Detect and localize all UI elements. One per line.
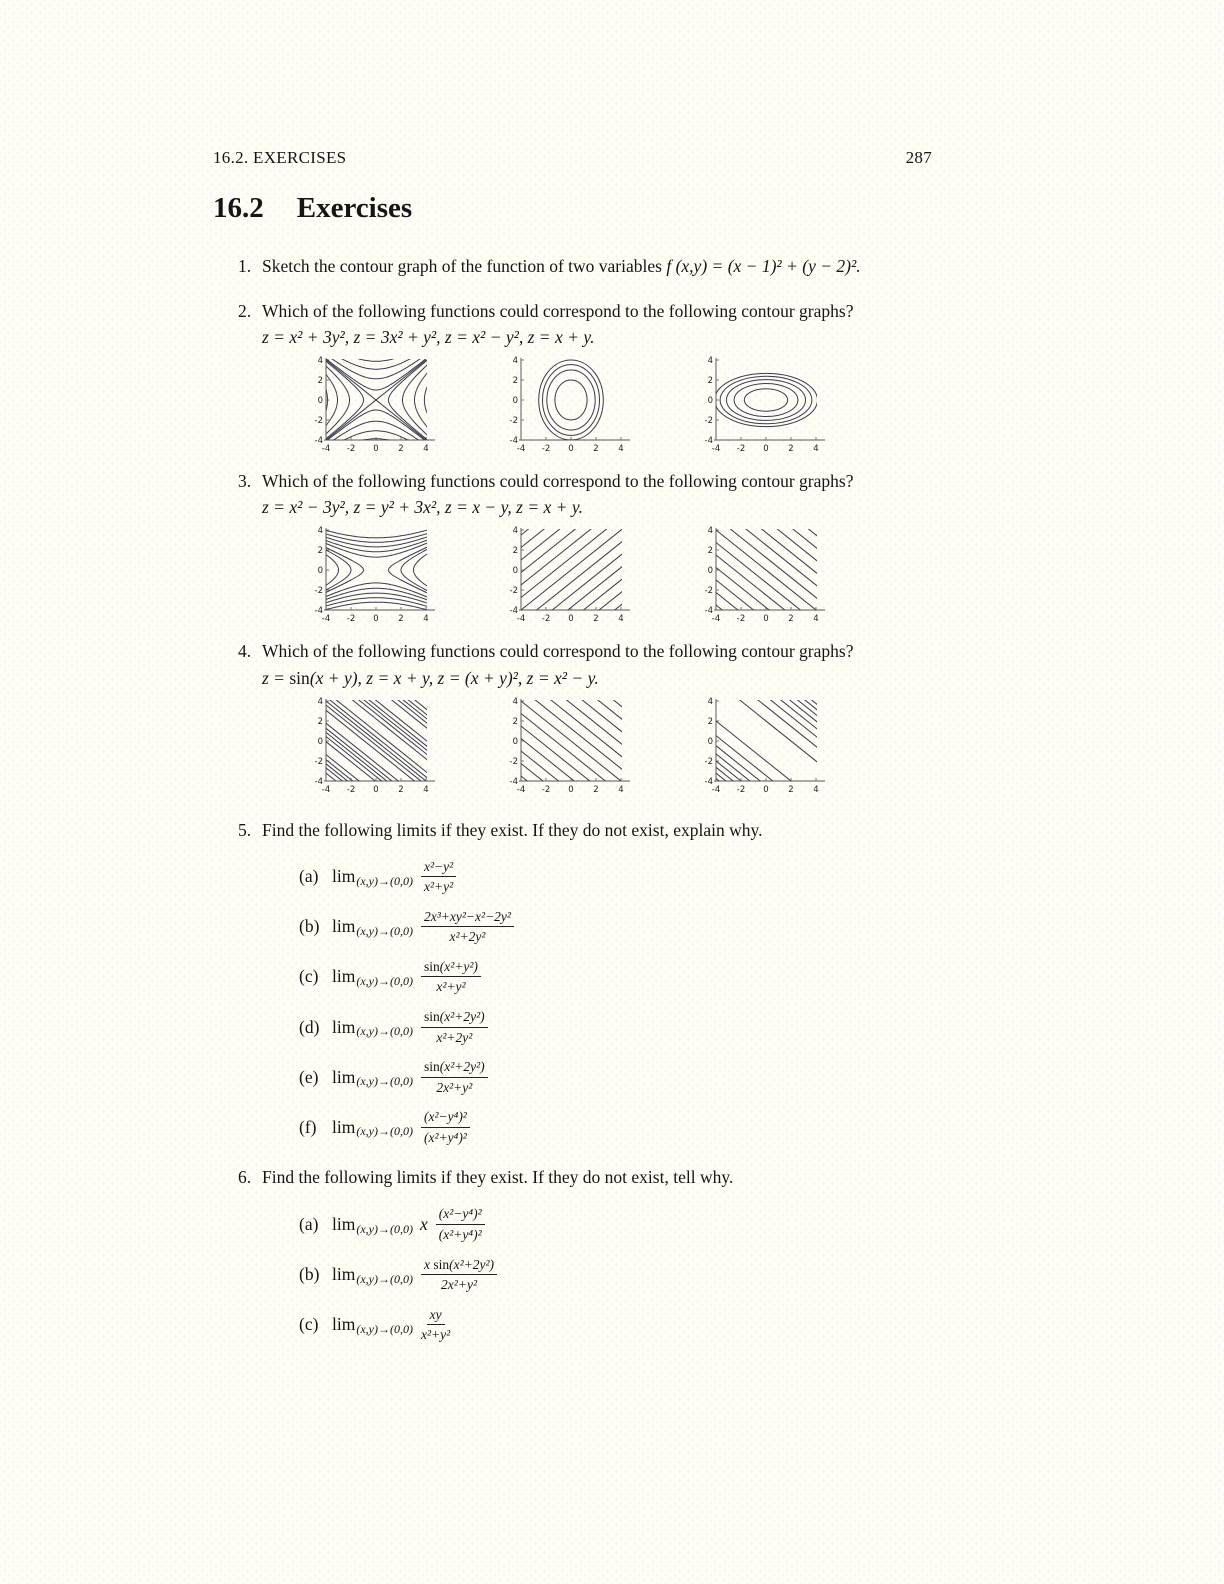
numerator: x sin(x²+2y²) (421, 1256, 497, 1276)
lim-operator: lim (332, 1066, 356, 1087)
limit-item-5c (299, 958, 932, 996)
svg-text:-2: -2 (314, 756, 323, 767)
svg-text:0: 0 (707, 566, 713, 577)
lim-subscript: (x,y)→(0,0) (356, 974, 413, 989)
svg-text:-4: -4 (509, 776, 518, 787)
svg-text:-4: -4 (711, 784, 721, 795)
svg-text:0: 0 (763, 784, 769, 795)
svg-text:-2: -2 (346, 614, 356, 625)
svg-text:-2: -2 (314, 586, 323, 597)
svg-text:-2: -2 (736, 444, 746, 455)
problem-4-text: Which of the following functions could correspond to the following contour graphs? (262, 641, 854, 662)
svg-text:-4: -4 (314, 776, 323, 787)
svg-text:2: 2 (398, 784, 404, 795)
lim-subscript: (x,y)→(0,0) (356, 1321, 413, 1336)
svg-text:4: 4 (423, 614, 429, 625)
lim-operator: lim (332, 1264, 356, 1284)
numerator: sin(x²+2y²) (421, 1058, 488, 1078)
svg-text:0: 0 (707, 396, 713, 407)
lim-operator: lim (332, 916, 356, 937)
lim-operator: lim (332, 1213, 356, 1234)
svg-text:-2: -2 (314, 416, 323, 427)
problem-3-text: Which of the following functions could correspond to the following contour graphs? (262, 471, 854, 492)
svg-text:-4: -4 (321, 784, 331, 795)
item-label: (b) (299, 1264, 320, 1284)
problem-4 (238, 640, 932, 800)
contour-plot-saddle-xy (303, 355, 455, 458)
denominator: 2x²+y² (441, 1277, 477, 1293)
svg-text:4: 4 (813, 784, 819, 795)
limit-item-6a (299, 1205, 932, 1243)
fraction (421, 1108, 470, 1146)
fraction (421, 1306, 450, 1344)
svg-text:-4: -4 (704, 606, 713, 617)
fraction (421, 958, 481, 996)
svg-text:-4: -4 (509, 606, 518, 617)
svg-text:2: 2 (593, 784, 599, 795)
fraction (421, 858, 456, 896)
page-content (213, 148, 932, 1344)
svg-text:2: 2 (398, 614, 404, 625)
fraction (436, 1205, 485, 1243)
problem-4-number: 4. (238, 641, 252, 662)
svg-text:-2: -2 (541, 444, 551, 455)
svg-text:4: 4 (707, 696, 713, 707)
section-title (213, 192, 932, 225)
svg-text:0: 0 (373, 784, 379, 795)
contour-plot-vertical-ellipses (498, 355, 650, 458)
svg-text:2: 2 (707, 716, 713, 727)
svg-text:2: 2 (593, 444, 599, 455)
problem-1 (238, 255, 932, 278)
denominator: x²+y² (423, 879, 454, 895)
svg-text:0: 0 (707, 736, 713, 747)
svg-text:-4: -4 (704, 436, 713, 447)
problem-5-number: 5. (238, 819, 252, 840)
problem-4-plots-row (303, 696, 932, 799)
numerator: sin(x²+y²) (421, 958, 481, 978)
problem-6-text: Find the following limits if they exist. If they do not exist, tell why. (262, 1167, 734, 1188)
running-header (213, 148, 932, 168)
lim-subscript: (x,y)→(0,0) (356, 1024, 413, 1039)
problem-5-text: Find the following limits if they exist. If they do not exist, explain why. (262, 819, 763, 840)
numerator: x²−y² (421, 858, 456, 878)
lim-subscript: (x,y)→(0,0) (356, 1271, 413, 1286)
problem-2-formula: z = x² + 3y², z = 3x² + y², z = x² − y², z = x + y. (262, 327, 595, 348)
section-name: Exercises (296, 192, 413, 224)
svg-text:-4: -4 (509, 436, 518, 447)
denominator: (x²+y⁴)² (438, 1226, 482, 1242)
svg-text:4: 4 (813, 614, 819, 625)
denominator: 2x²+y² (436, 1079, 473, 1095)
problem-1-formula: f (x,y) = (x − 1)² + (y − 2)². (666, 256, 861, 276)
item-label: (d) (299, 1016, 320, 1037)
problem-2-number: 2. (238, 301, 252, 322)
item-label: (c) (299, 966, 319, 987)
problem-6-number: 6. (238, 1167, 252, 1188)
svg-text:-4: -4 (516, 784, 526, 795)
limit-item-5b (299, 908, 932, 946)
problem-2-plots-row (303, 355, 932, 458)
svg-text:-4: -4 (321, 444, 331, 455)
section-number: 16.2 (213, 192, 264, 224)
svg-text:-2: -2 (736, 784, 746, 795)
svg-text:4: 4 (423, 784, 429, 795)
numerator: 2x³+xy²−x²−2y² (421, 908, 514, 928)
problem-3-formula: z = x² − 3y², z = y² + 3x², z = x − y, z = x + y. (262, 497, 584, 518)
problem-1-number: 1. (238, 256, 252, 276)
svg-text:0: 0 (317, 396, 323, 407)
svg-text:2: 2 (398, 444, 404, 455)
problem-2-text: Which of the following functions could correspond to the following contour graphs? (262, 301, 854, 322)
fraction (421, 908, 514, 946)
svg-text:2: 2 (593, 614, 599, 625)
svg-text:2: 2 (317, 716, 323, 727)
denominator: x²+2y² (436, 1029, 473, 1045)
contour-plot-paired-diagonal-lines (693, 696, 845, 799)
fraction (421, 1008, 488, 1046)
svg-text:4: 4 (512, 356, 518, 367)
svg-text:0: 0 (568, 444, 574, 455)
problem-3 (238, 470, 932, 630)
lim-subscript: (x,y)→(0,0) (356, 873, 413, 888)
fraction (421, 1058, 488, 1096)
running-header-title: 16.2. EXERCISES (213, 148, 347, 167)
lim-operator: lim (332, 1314, 356, 1335)
svg-text:0: 0 (512, 396, 518, 407)
denominator: x²+2y² (449, 929, 486, 945)
svg-text:4: 4 (317, 526, 323, 537)
svg-text:-4: -4 (314, 436, 323, 447)
svg-text:-2: -2 (541, 614, 551, 625)
numerator: (x²−y⁴)² (421, 1108, 470, 1128)
svg-text:2: 2 (317, 546, 323, 557)
problem-2 (238, 300, 932, 460)
item-label: (c) (299, 1314, 319, 1335)
contour-plot-sin-diagonal-lines (303, 696, 455, 799)
lim-subscript: (x,y)→(0,0) (356, 1221, 413, 1236)
denominator: (x²+y⁴)² (423, 1129, 467, 1145)
lim-operator: lim (332, 966, 356, 987)
svg-text:-2: -2 (509, 416, 518, 427)
svg-text:4: 4 (512, 696, 518, 707)
svg-text:4: 4 (618, 784, 624, 795)
svg-text:0: 0 (317, 566, 323, 577)
svg-text:-4: -4 (321, 614, 331, 625)
lim-subscript: (x,y)→(0,0) (356, 1124, 413, 1139)
fraction-prefix: x (419, 1213, 428, 1234)
svg-text:-4: -4 (314, 606, 323, 617)
page-number: 287 (905, 148, 932, 167)
svg-text:-4: -4 (704, 776, 713, 787)
item-label: (a) (299, 866, 319, 887)
lim-subscript: (x,y)→(0,0) (356, 1074, 413, 1089)
item-label: (a) (299, 1213, 319, 1234)
svg-text:0: 0 (568, 784, 574, 795)
svg-text:4: 4 (707, 356, 713, 367)
svg-text:-2: -2 (509, 586, 518, 597)
svg-text:2: 2 (512, 376, 518, 387)
svg-text:-2: -2 (704, 756, 713, 767)
denominator: x²+y² (420, 1327, 451, 1343)
svg-text:-2: -2 (509, 756, 518, 767)
svg-text:2: 2 (512, 716, 518, 727)
svg-text:-2: -2 (704, 586, 713, 597)
problem-6 (238, 1166, 932, 1343)
svg-text:4: 4 (707, 526, 713, 537)
svg-text:-2: -2 (736, 614, 746, 625)
contour-plot-horizontal-ellipses (693, 355, 845, 458)
svg-text:0: 0 (373, 614, 379, 625)
problem-1-text: Sketch the contour graph of the function of two variables (262, 256, 662, 276)
contour-plot-flat-saddle (303, 525, 455, 628)
svg-text:2: 2 (707, 376, 713, 387)
svg-text:0: 0 (763, 444, 769, 455)
lim-subscript: (x,y)→(0,0) (356, 923, 413, 938)
svg-text:2: 2 (788, 784, 794, 795)
item-label: (e) (299, 1066, 319, 1087)
contour-plot-negative-slope-lines (693, 525, 845, 628)
lim-operator: lim (332, 1016, 356, 1037)
svg-text:-4: -4 (516, 614, 526, 625)
svg-text:-2: -2 (346, 784, 356, 795)
limit-item-6b (299, 1256, 932, 1294)
svg-text:2: 2 (707, 546, 713, 557)
svg-text:4: 4 (618, 444, 624, 455)
svg-text:4: 4 (317, 356, 323, 367)
problem-4-formula: z = sin(x + y), z = x + y, z = (x + y)², z = x² − y. (262, 667, 599, 688)
limit-item-5d (299, 1008, 932, 1046)
numerator: (x²−y⁴)² (436, 1205, 485, 1225)
svg-text:0: 0 (763, 614, 769, 625)
svg-text:-2: -2 (541, 784, 551, 795)
svg-text:4: 4 (813, 444, 819, 455)
svg-text:0: 0 (373, 444, 379, 455)
lim-operator: lim (332, 866, 356, 887)
fraction (421, 1256, 497, 1294)
svg-text:-4: -4 (711, 614, 721, 625)
svg-text:4: 4 (317, 696, 323, 707)
denominator: x²+y² (436, 979, 466, 995)
problem-3-number: 3. (238, 471, 252, 492)
lim-operator: lim (332, 1116, 356, 1137)
svg-text:2: 2 (512, 546, 518, 557)
numerator: xy (427, 1306, 445, 1326)
svg-text:-4: -4 (516, 444, 526, 455)
limit-item-6c (299, 1306, 932, 1344)
svg-text:0: 0 (317, 736, 323, 747)
svg-text:2: 2 (317, 376, 323, 387)
problem-5 (238, 819, 932, 1147)
svg-text:4: 4 (512, 526, 518, 537)
svg-text:-2: -2 (704, 416, 713, 427)
svg-text:2: 2 (788, 614, 794, 625)
item-label: (f) (299, 1116, 317, 1137)
limit-item-5e (299, 1058, 932, 1096)
svg-text:0: 0 (568, 614, 574, 625)
limit-item-5f (299, 1108, 932, 1146)
numerator: sin(x²+2y²) (421, 1008, 488, 1028)
svg-text:-4: -4 (711, 444, 721, 455)
svg-text:2: 2 (788, 444, 794, 455)
svg-text:4: 4 (423, 444, 429, 455)
contour-plot-uniform-diagonal-lines (498, 696, 650, 799)
problem-3-plots-row (303, 525, 932, 628)
limit-item-5a (299, 858, 932, 896)
svg-text:4: 4 (618, 614, 624, 625)
contour-plot-positive-slope-lines (498, 525, 650, 628)
item-label: (b) (299, 916, 320, 937)
svg-text:-2: -2 (346, 444, 356, 455)
svg-text:0: 0 (512, 736, 518, 747)
svg-text:0: 0 (512, 566, 518, 577)
